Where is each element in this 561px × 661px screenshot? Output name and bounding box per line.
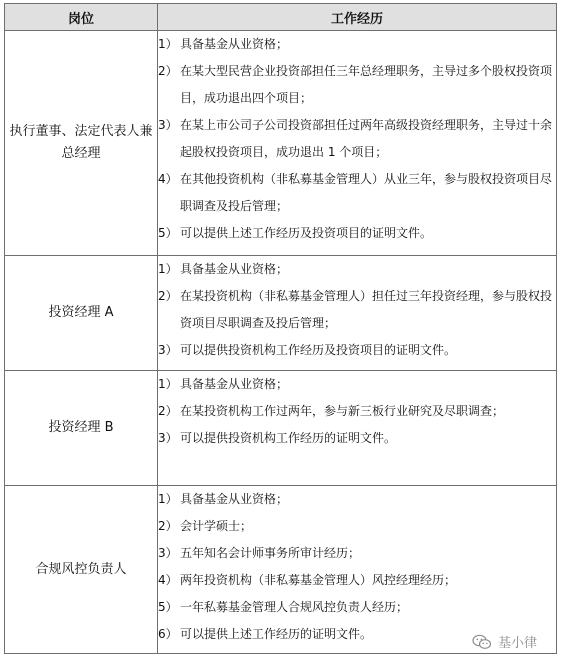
table-row — [5, 371, 557, 486]
item-number: 1） — [158, 492, 178, 506]
experience-cell — [158, 256, 557, 371]
list-item — [158, 256, 556, 283]
role-cell: 执行董事、法定代表人兼总经理 — [5, 31, 158, 256]
item-number: 2） — [158, 404, 178, 418]
item-number: 2） — [158, 289, 178, 303]
qualification-table — [4, 3, 557, 654]
experience-cell — [158, 371, 557, 486]
header-position: 岗位 — [5, 4, 158, 31]
item-number: 4） — [158, 573, 178, 587]
item-number: 5） — [158, 600, 178, 614]
role-cell: 投资经理 B — [5, 371, 158, 486]
item-number: 6） — [158, 627, 178, 641]
list-item — [158, 398, 556, 425]
item-number: 2） — [158, 519, 178, 533]
list-item — [158, 337, 556, 364]
header-work-experience: 工作经历 — [158, 4, 557, 31]
item-text: 具备基金从业资格； — [180, 262, 289, 276]
list-item — [158, 166, 556, 220]
experience-cell — [158, 31, 557, 256]
list-item — [158, 283, 556, 337]
item-text: 在某投资机构（非私募基金管理人）担任过三年投资经理，参与股权投资项目尽职调查及投后管理； — [180, 289, 553, 330]
list-item — [158, 540, 556, 567]
list-item — [158, 112, 556, 166]
item-number: 1） — [158, 377, 178, 391]
list-item — [158, 567, 556, 594]
item-text: 一年私募基金管理人合规风控负责人经历； — [180, 600, 409, 614]
experience-cell — [158, 486, 557, 654]
item-text: 可以提供上述工作经历及投资项目的证明文件。 — [180, 226, 433, 240]
item-text: 在某大型民营企业投资部担任三年总经理职务，主导过多个股权投资项目，成功退出四个项目； — [180, 64, 553, 105]
list-item — [158, 513, 556, 540]
item-text: 在某上市公司子公司投资部担任过两年高级投资经理职务，主导过十余起股权投资项目，成功退出 1 个项目； — [180, 118, 553, 159]
watermark-text: 基小律 — [497, 636, 537, 651]
item-number: 4） — [158, 172, 178, 186]
item-number: 1） — [158, 262, 178, 276]
table-row — [5, 31, 557, 256]
role-cell: 合规风控负责人 — [5, 486, 158, 654]
list-item — [158, 486, 556, 513]
item-number: 2） — [158, 64, 178, 78]
item-text: 会计学硕士； — [180, 519, 253, 533]
item-number: 3） — [158, 431, 178, 445]
item-text: 两年投资机构（非私募基金管理人）风控经理经历； — [180, 573, 457, 587]
list-item — [158, 220, 556, 247]
item-text: 具备基金从业资格； — [180, 492, 289, 506]
list-item — [158, 594, 556, 621]
item-number: 3） — [158, 118, 178, 132]
wechat-icon — [472, 634, 492, 650]
table-row — [5, 256, 557, 371]
item-number: 1） — [158, 37, 178, 51]
item-text: 在其他投资机构（非私募基金管理人）从业三年，参与股权投资项目尽职调查及投后管理； — [180, 172, 553, 213]
item-number: 5） — [158, 226, 178, 240]
list-item — [158, 425, 556, 452]
item-text: 可以提供投资机构工作经历及投资项目的证明文件。 — [180, 343, 457, 357]
list-item — [158, 58, 556, 112]
item-text: 具备基金从业资格； — [180, 37, 289, 51]
item-text: 五年知名会计师事务所审计经历； — [180, 546, 361, 560]
table-row — [5, 486, 557, 654]
role-cell: 投资经理 A — [5, 256, 158, 371]
item-text: 可以提供上述工作经历的证明文件。 — [180, 627, 373, 641]
watermark — [472, 632, 537, 651]
item-text: 可以提供投资机构工作经历的证明文件。 — [180, 431, 397, 445]
item-number: 3） — [158, 343, 178, 357]
item-text: 在某投资机构工作过两年，参与新三板行业研究及尽职调查； — [180, 404, 505, 418]
item-text: 具备基金从业资格； — [180, 377, 289, 391]
list-item — [158, 31, 556, 58]
list-item — [158, 371, 556, 398]
table-header-row — [5, 4, 557, 31]
item-number: 3） — [158, 546, 178, 560]
